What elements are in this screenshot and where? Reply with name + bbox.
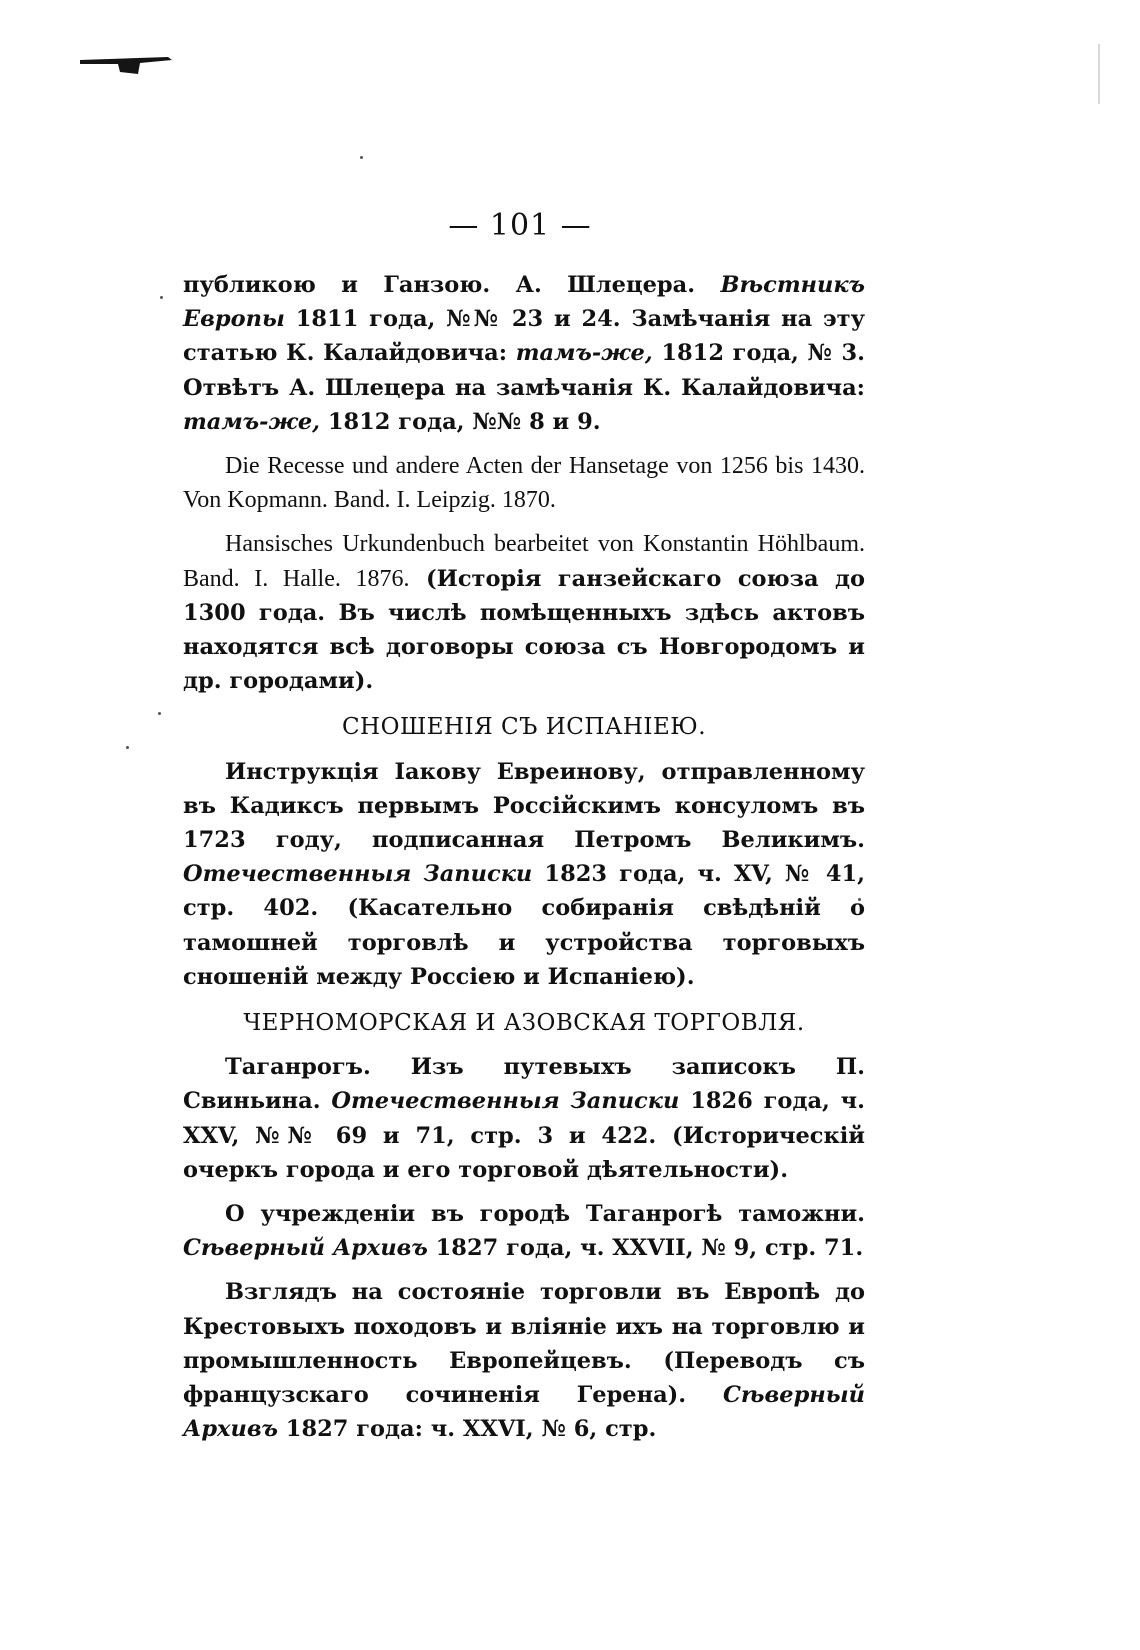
text-run: Таганрогъ. Изъ путевыхъ записокъ П. Свиньина. — [183, 1054, 865, 1115]
paragraph-urkundenbuch — [183, 527, 865, 698]
page-edge-line — [1098, 44, 1100, 104]
page-number: — 101 — — [448, 208, 592, 243]
journal-title: Вѣстникъ Европы — [183, 272, 865, 333]
text-run: (Исторія ганзейскаго союза до 1300 года. Въ числѣ помѣщенныхъ здѣсь актовъ находятся всѣ договоры союза съ Новгородомъ и др. городами). — [183, 565, 866, 695]
section-heading-spain: СНОШЕНІЯ СЪ ИСПАНІЕЮ. — [341, 714, 707, 741]
paragraph-evreinov — [183, 755, 865, 994]
text-run: 1812 года, №№ 8 и 9. — [320, 408, 601, 435]
paragraph-taganrog — [183, 1050, 865, 1187]
journal-title: Сѣверный Архивъ — [183, 1382, 865, 1443]
paragraph-customs — [183, 1197, 865, 1265]
journal-title: Сѣверный Архивъ — [183, 1235, 428, 1262]
paragraph-schlozer — [183, 268, 865, 439]
ibid-ref: тамъ-же, — [183, 408, 320, 435]
paragraph-crusades — [183, 1275, 865, 1446]
ink-speck — [126, 746, 129, 749]
journal-title: Отечественныя Записки — [183, 861, 533, 888]
body-text — [183, 268, 865, 1447]
text-run: публикою и Ганзою. А. Шлецера. — [183, 272, 721, 298]
text-run: Hansisches Urkundenbuch bearbeitet von Konstantin Höhlbaum. Band. I. Halle. 1876. — [183, 531, 865, 592]
text-run: Инструкція Іакову Евреинову, отправленному въ Кадиксъ первымъ Россійскимъ консуломъ въ 1723 году, подписанная Петромъ Великимъ. — [183, 758, 865, 854]
section-heading-black-sea: ЧЕРНОМОРСКАЯ И АЗОВСКАЯ ТОРГОВЛЯ. — [243, 1010, 805, 1037]
text-run: 1826 года, ч. XXV, №№ 69 и 71, стр. 3 и 422. (Историческій очеркъ города и его торговой дѣятельности). — [183, 1088, 865, 1183]
text-run: 1811 года, №№ 23 и 24. Замѣчанія на эту статью К. Калайдовича: — [183, 306, 865, 367]
journal-title: Отечественныя Записки — [331, 1088, 680, 1115]
corner-ink-mark — [80, 56, 172, 74]
text-run: Взглядъ на состояніе торговли въ Европѣ до Крестовыхъ походовъ и вліяніе ихъ на торговлю и промышленность Европейцевъ. (Переводъ съ французскаго сочиненія Герена). — [183, 1279, 865, 1409]
text-run: 1827 года, ч. XXVII, № 9, стр. 71. — [427, 1235, 864, 1262]
ibid-ref: тамъ-же, — [515, 340, 653, 367]
text-run: 1827 года: ч. XXVI, № 6, стр. — [277, 1416, 657, 1443]
text-run: О учрежденіи въ городѣ Таганрогѣ таможни. — [225, 1201, 865, 1228]
text-run: 1812 года, № 3. Отвѣтъ А. Шлецера на замѣчанія К. Калайдовича: — [183, 340, 865, 401]
text-run: 1823 года, ч. XV, № 41, стр. 402. (Касательно собиранія свѣдѣній о тамошней торговлѣ и устройства торговыхъ сношеній между Россіею и Испаніею). — [183, 861, 865, 990]
ink-speck — [160, 296, 163, 299]
paragraph-recesse: Die Recesse und andere Acten der Hansetage von 1256 bis 1430. Von Kopmann. Band. I. Leipzig. 1870. — [183, 453, 865, 514]
ink-speck — [158, 712, 161, 715]
ink-speck — [360, 156, 363, 159]
